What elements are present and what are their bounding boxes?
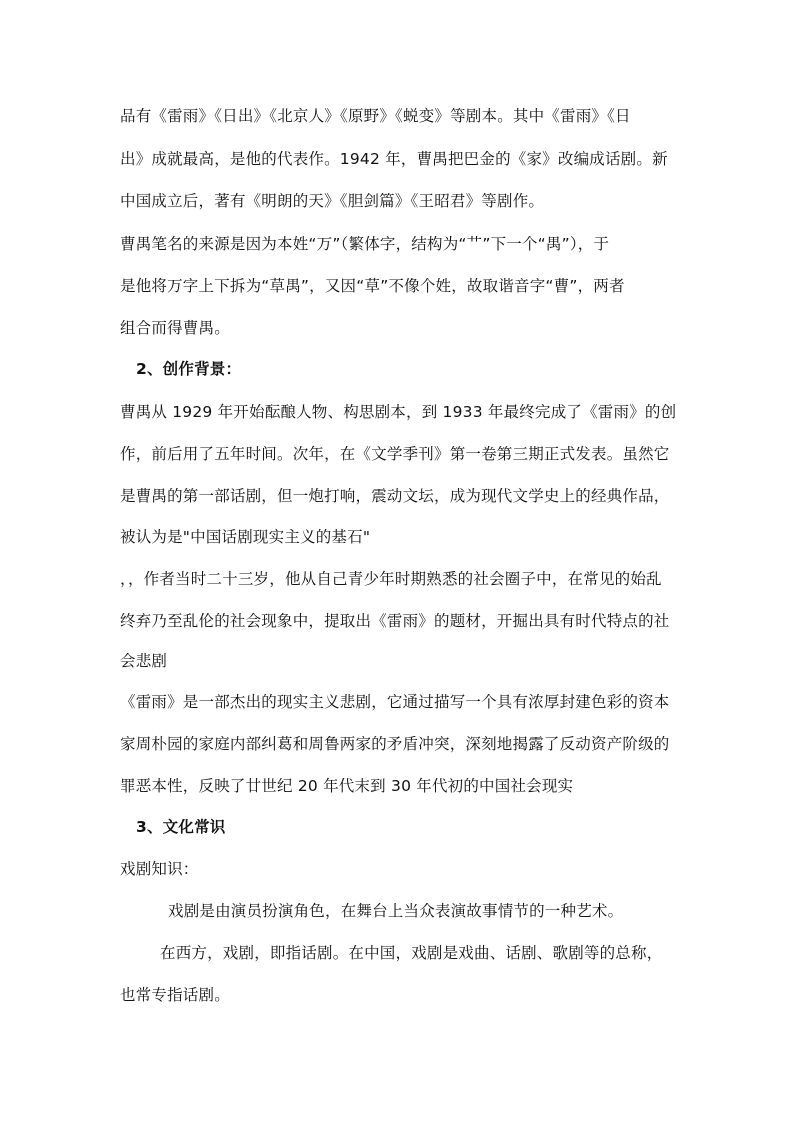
text-line: 作，前后用了五年时间。次年，在《文学季刊》第一卷第三期正式发表。虽然它 xyxy=(120,445,670,463)
text-line: 会悲剧 xyxy=(120,652,168,670)
text-line: 品有《雷雨》《日出》《北京人》《原野》《蜕变》等剧本。其中《雷雨》《日 xyxy=(120,107,631,125)
text-line: 是曹禺的第一部话剧，但一炮打响，震动文坛，成为现代文学史上的经典作品， xyxy=(120,487,670,505)
text-line: 组合而得曹禺。 xyxy=(120,319,230,337)
text-line: 家周朴园的家庭内部纠葛和周鲁两家的矛盾冲突，深刻地揭露了反动资产阶级的 xyxy=(120,735,670,753)
text-line: ，，作者当时二十三岁，他从自己青少年时期熟悉的社会圈子中，在常见的始乱 xyxy=(120,570,662,588)
section-heading: 2、创作背景： xyxy=(136,360,242,378)
text-line: 终弃乃至乱伦的社会现象中，提取出《雷雨》的题材，开掘出具有时代特点的社 xyxy=(120,612,670,630)
text-line: 在西方，戏剧，即指话剧。在中国，戏剧是戏曲、话剧、歌剧等的总称， xyxy=(160,944,663,962)
text-line: 中国成立后，著有《明朗的天》《胆剑篇》《王昭君》等剧作。 xyxy=(120,192,545,210)
text-line: 罪恶本性，反映了廿世纪 20 年代末到 30 年代初的中国社会现实 xyxy=(120,777,574,795)
text-line: 曹禺从 1929 年开始酝酿人物、构思剧本，到 1933 年最终完成了《雷雨》的创 xyxy=(120,403,677,421)
text-line: 出》成就最高，是他的代表作。1942 年，曹禺把巴金的《家》改编成话剧。新 xyxy=(120,150,668,168)
text-line: 是他将万字上下拆为“草禺”，又因“草”不像个姓，故取谐音字“曹”，两者 xyxy=(120,277,625,295)
text-line: 被认为是"中国话剧现实主义的基石" xyxy=(120,528,371,546)
text-line: 《雷雨》是一部杰出的现实主义悲剧，它通过描写一个具有浓厚封建色彩的资本 xyxy=(120,693,670,711)
text-line: 曹禺笔名的来源是因为本姓“万”（繁体字，结构为“艹”下一个“禺”），于 xyxy=(120,235,610,253)
text-line: 戏剧知识： xyxy=(120,860,199,878)
section-heading: 3、文化常识 xyxy=(136,818,226,836)
text-line: 也常专指话剧。 xyxy=(120,986,230,1004)
text-line: 戏剧是由演员扮演角色，在舞台上当众表演故事情节的一种艺术。 xyxy=(168,902,624,920)
